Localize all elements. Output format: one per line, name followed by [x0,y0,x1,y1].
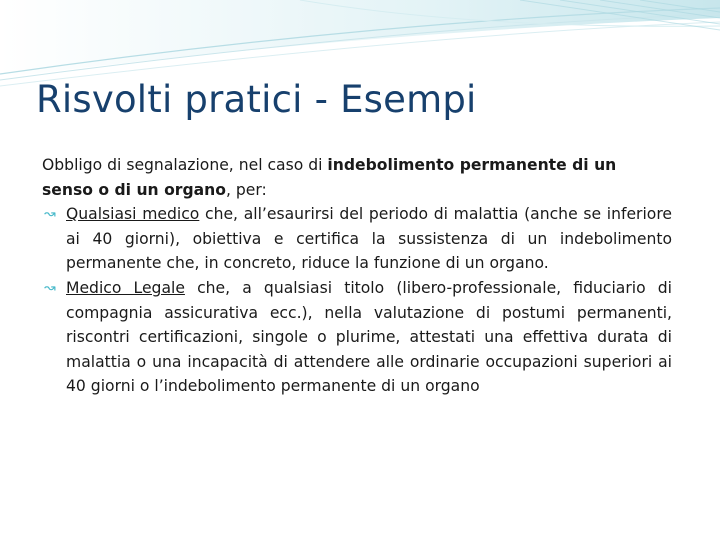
slide-title: Risvolti pratici - Esempi [36,78,477,121]
bullet-underlined-term: Medico Legale [66,278,185,297]
bullet-item [42,202,672,276]
bullet-text: che, a qualsiasi titolo (libero-professionale, fiduciario di compagnia assicurativa ecc.), nella valutazione di postumi permanenti, riscontri certificazioni, singole o plurime, attestati una effettiva durata di malattia o una incapacità di attendere alle ordinarie occupazioni superiori ai 40 giorni o l’indebolimento permanente di un organo [66,278,672,396]
bullet-item [42,276,672,399]
intro-text-before: Obbligo di segnalazione, nel caso di [42,156,328,174]
slide-body [42,153,672,399]
bullet-underlined-term: Qualsiasi medico [66,205,200,224]
bullet-list [42,202,672,399]
swoosh-bullet-icon: ↝ [44,206,56,223]
intro-text-after: , per: [226,180,267,199]
intro-bold-text: indebolimento permanente di un senso o di un organo [42,156,617,199]
bullet-text: che, all’esaurirsi del periodo di malattia (anche se inferiore ai 40 giorni), obiettiva e certifica la sussistenza di un indebolimento permanente che, in concreto, riduce la funzione di un organo. [66,205,672,273]
swoosh-bullet-icon: ↝ [44,279,56,296]
intro-paragraph [42,153,672,202]
